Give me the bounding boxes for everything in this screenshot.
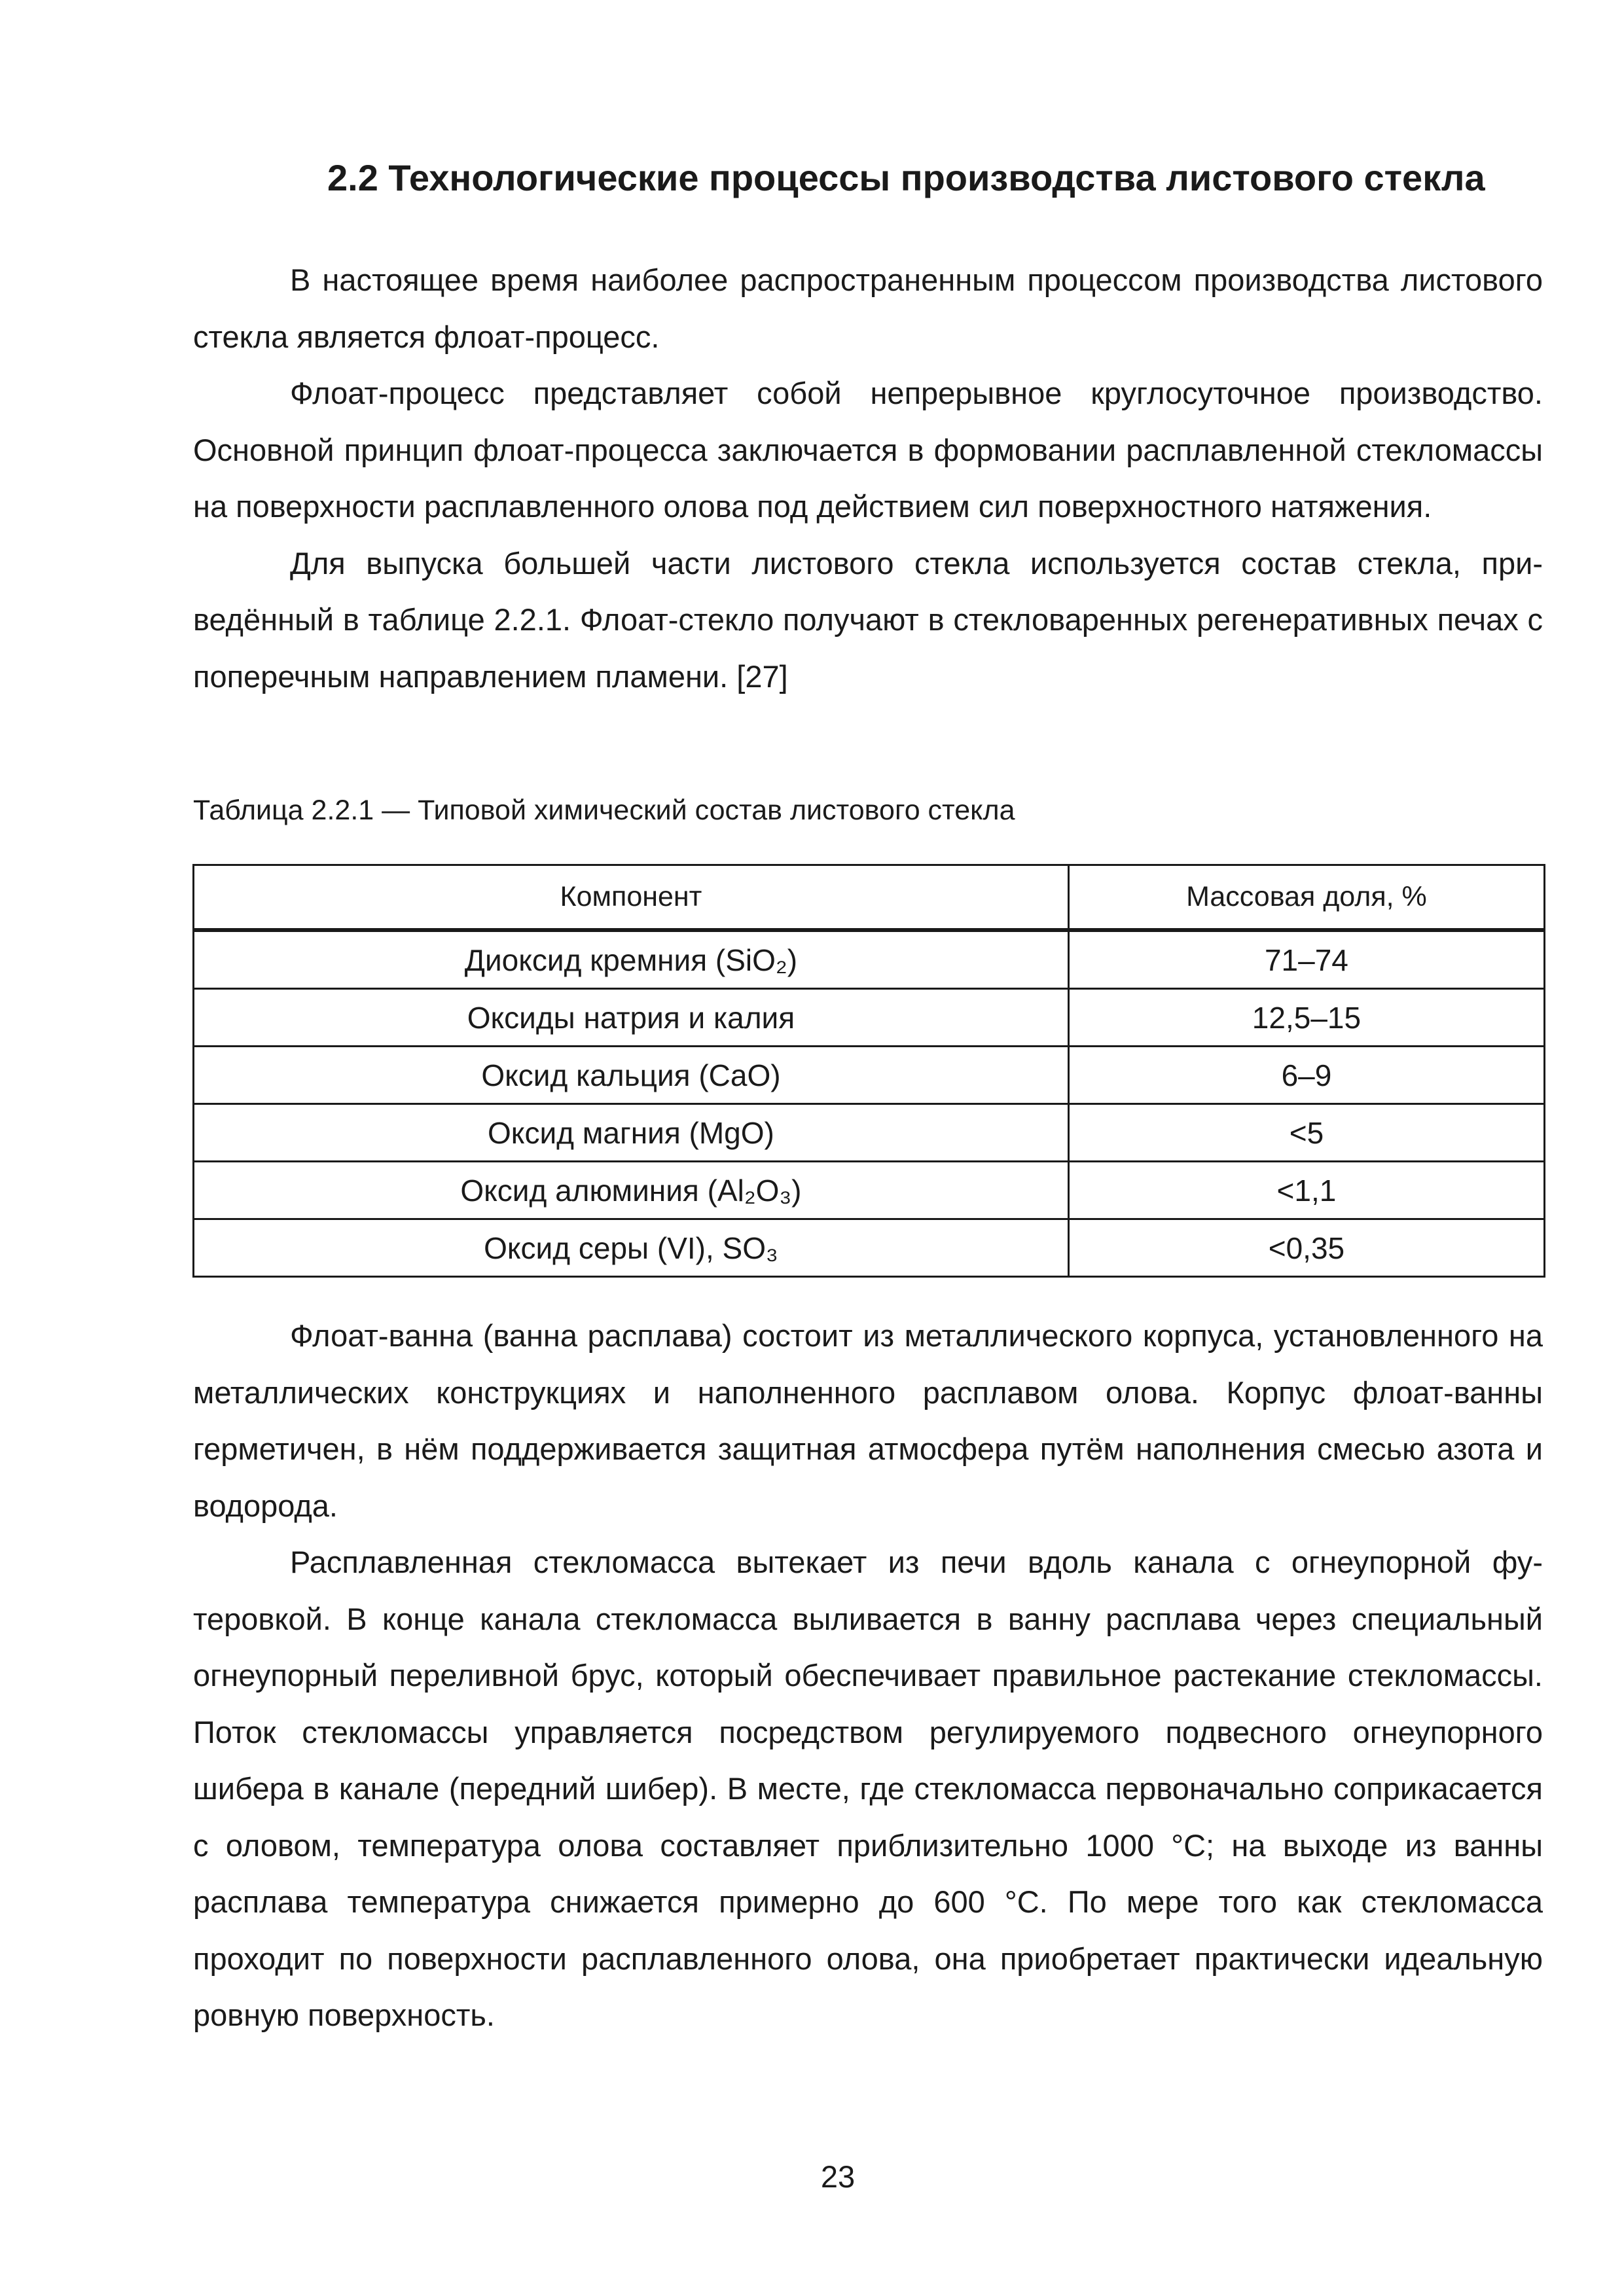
component-cell: Оксид магния (MgO) <box>194 1104 1069 1162</box>
table-row <box>194 1104 1545 1162</box>
table-row <box>194 989 1545 1047</box>
table-row <box>194 1162 1545 1219</box>
float-bath-text <box>193 1308 1543 2044</box>
table-caption: Таблица 2.2.1 — Типовой химический состав листового стекла <box>193 795 1015 826</box>
mass-fraction-cell: 71–74 <box>1068 930 1544 989</box>
paragraph: Для выпуска большей части листового стекла используется состав стекла, приведённый в таблице 2.2.1. Флоат-стекло получают в стекловаренных регенеративных печах с поперечным направлением пламени. [27] <box>193 545 1543 694</box>
composition-table <box>192 864 1545 1278</box>
table-row <box>194 1219 1545 1277</box>
component-cell: Оксид серы (VI), SO₃ <box>194 1219 1069 1277</box>
mass-fraction-cell: <1,1 <box>1068 1162 1544 1219</box>
mass-fraction-cell: <0,35 <box>1068 1219 1544 1277</box>
column-header-component: Компонент <box>194 865 1069 931</box>
component-cell: Оксид кальция (CaO) <box>194 1047 1069 1104</box>
page-number: 23 <box>820 2159 856 2194</box>
component-cell: Оксиды натрия и калия <box>194 989 1069 1047</box>
paragraph: Расплавленная стекломасса вытекает из печи вдоль канала с огнеупорной футеровкой. В конце канала стекломасса выливается в ванну расплава через специальный огнеупорный переливной брус, который обеспечивает правильное растекание стекломассы. Поток стекломассы управляется посредством регулируемого подвесного огнеупорного шибера в канале (передний шибер). В месте, где стекломасса первоначально соприкасается с оловом, температура олова составляет приблизительно 1000 °С; на выходе из ванны расплава температура снижается примерно до 600 °С. По мере того как стекломасса проходит по поверхности расплавленного олова, она приобретает практически идеальную ровную поверхность. <box>193 1545 1543 2032</box>
intro-text <box>193 252 1543 705</box>
table-header-row <box>194 865 1545 931</box>
table-row <box>194 930 1545 989</box>
paragraph: Флоат-ванна (ванна расплава) состоит из металлического корпуса, установленного на металлических конструкциях и наполненного расплавом олова. Корпус флоат-ванны герметичен, в нём поддерживается защитная атмосфера путём наполнения смесью азота и водорода. <box>193 1318 1543 1523</box>
mass-fraction-cell: <5 <box>1068 1104 1544 1162</box>
table-row <box>194 1047 1545 1104</box>
mass-fraction-cell: 12,5–15 <box>1068 989 1544 1047</box>
paragraph: Флоат-процесс представляет собой непрерывное круглосуточное производство. Основной принцип флоат-процесса заключается в формовании расплавленной стекломассы на поверхности расплавленного олова под действием сил поверхностного натяжения. <box>193 376 1543 524</box>
component-cell: Диоксид кремния (SiO₂) <box>194 930 1069 989</box>
mass-fraction-cell: 6–9 <box>1068 1047 1544 1104</box>
column-header-mass-fraction: Массовая доля, % <box>1068 865 1544 931</box>
paragraph: В настоящее время наиболее распространенным процессом производства листового стекла является флоат-процесс. <box>193 262 1543 354</box>
component-cell: Оксид алюминия (Al₂O₃) <box>194 1162 1069 1219</box>
section-heading: 2.2 Технологические процессы производства листового стекла <box>327 157 1485 198</box>
